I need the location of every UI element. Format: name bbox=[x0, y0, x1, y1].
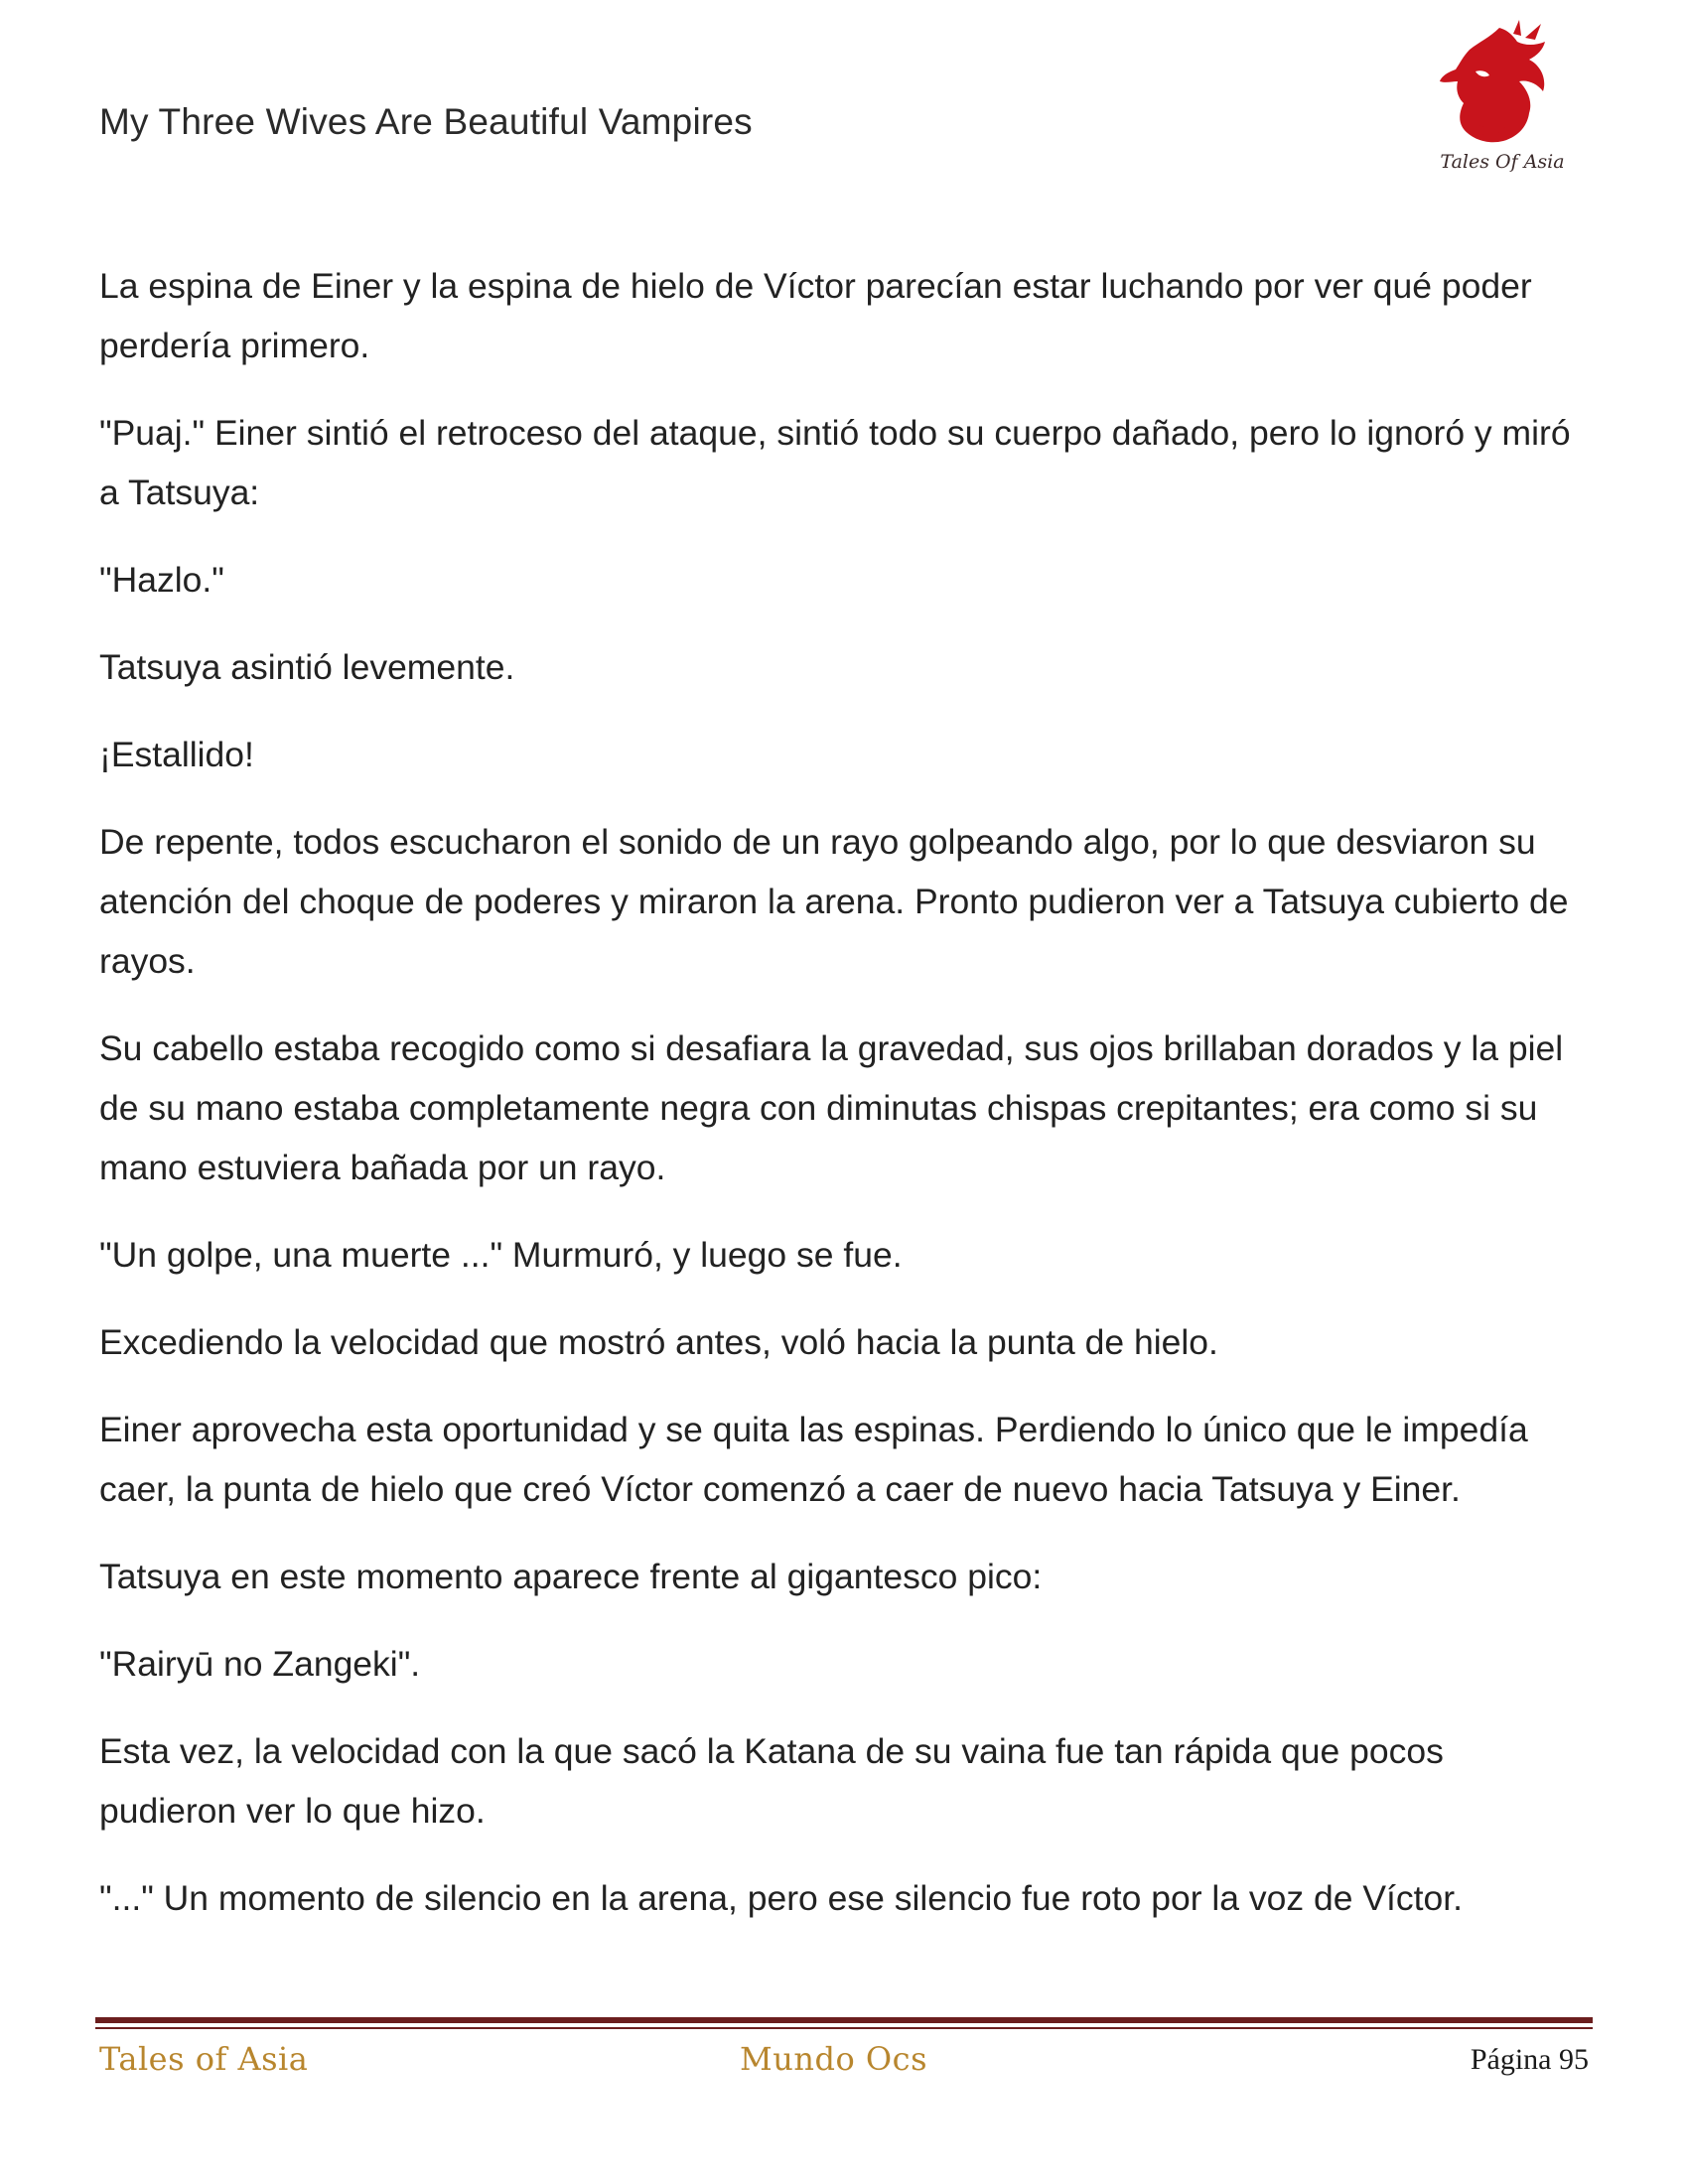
page-number: Página 95 bbox=[1470, 2043, 1589, 2076]
footer-divider-thick bbox=[95, 2017, 1593, 2023]
paragraph: De repente, todos escucharon el sonido de un rayo golpeando algo, por lo que desviaron su atención del choque de poderes y miraron la arena. Pronto pudieron ver a Tatsuya cubierto de rayos. bbox=[99, 822, 1569, 981]
paragraph: ¡Estallido! bbox=[99, 735, 254, 774]
paragraph: Esta vez, la velocidad con la que sacó la Katana de su vaina fue tan rápida que pocos pudieron ver lo que hizo. bbox=[99, 1731, 1444, 1831]
footer-section-name: Mundo Ocs bbox=[740, 2040, 927, 2078]
footer-site-name: Tales of Asia bbox=[99, 2040, 309, 2078]
paragraph: "Hazlo." bbox=[99, 560, 224, 600]
red-dragon-icon bbox=[1430, 20, 1569, 159]
chapter-body bbox=[99, 256, 1589, 1956]
footer-divider-thin bbox=[95, 2027, 1593, 2029]
paragraph: "Rairyū no Zangeki". bbox=[99, 1644, 421, 1684]
paragraph: "..." Un momento de silencio en la arena, pero ese silencio fue roto por la voz de Víctor. bbox=[99, 1878, 1463, 1918]
paragraph: Einer aprovecha esta oportunidad y se quita las espinas. Perdiendo lo único que le impedía caer, la punta de hielo que creó Víctor comenzó a caer de nuevo hacia Tatsuya y Einer. bbox=[99, 1410, 1528, 1509]
paragraph: Su cabello estaba recogido como si desafiara la gravedad, sus ojos brillaban dorados y la piel de su mano estaba completamente negra con diminutas chispas crepitantes; era como si su mano estuviera bañada por un rayo. bbox=[99, 1028, 1564, 1187]
paragraph: La espina de Einer y la espina de hielo de Víctor parecían estar luchando por ver qué poder perdería primero. bbox=[99, 266, 1532, 365]
paragraph: Tatsuya en este momento aparece frente al gigantesco pico: bbox=[99, 1557, 1043, 1596]
paragraph: "Puaj." Einer sintió el retroceso del ataque, sintió todo su cuerpo dañado, pero lo ignoró y miró a Tatsuya: bbox=[99, 413, 1571, 512]
logo-caption: Tales Of Asia bbox=[1440, 151, 1565, 173]
paragraph: "Un golpe, una muerte ..." Murmuró, y luego se fue. bbox=[99, 1235, 903, 1275]
paragraph: Excediendo la velocidad que mostró antes, voló hacia la punta de hielo. bbox=[99, 1322, 1218, 1362]
book-title: My Three Wives Are Beautiful Vampires bbox=[99, 101, 753, 142]
paragraph: Tatsuya asintió levemente. bbox=[99, 647, 515, 687]
